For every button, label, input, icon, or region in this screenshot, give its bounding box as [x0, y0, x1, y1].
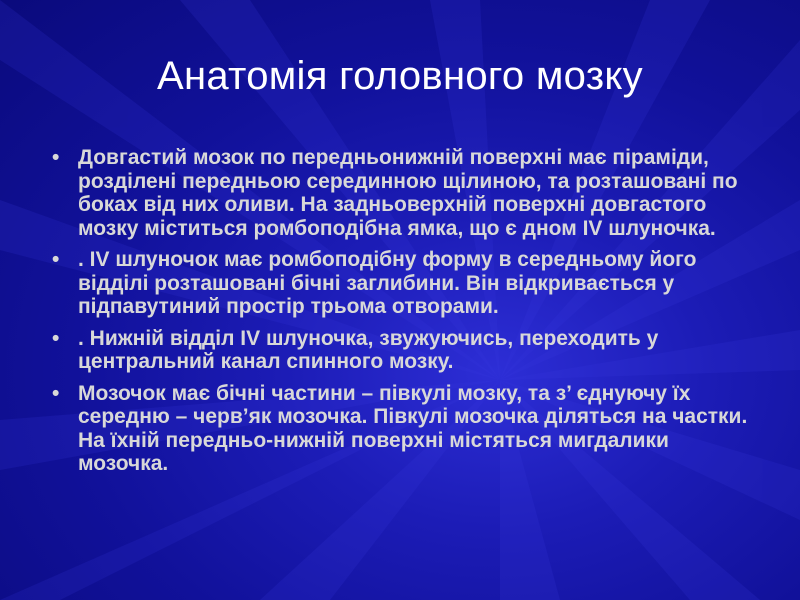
bullet-dot-icon: • [52, 326, 60, 350]
bullet-text: . Нижній відділ IV шлуночка, звужуючись, переходить у центральний канал спинного мозку. [78, 326, 659, 373]
bullet-text: Мозочок має бічні частини – півкулі мозку, та з’ єднуючу їх середню – черв’як мозочка. Півкулі мозочка діляться на частки. На їхній передньо-нижній поверхні містяться мигдалики мозочка. [78, 381, 748, 475]
bullet-dot-icon: • [52, 248, 60, 271]
bullet-dot-icon: • [52, 381, 60, 405]
bullet-list [50, 146, 762, 484]
bullet-item [50, 248, 762, 319]
bullet-item [50, 146, 762, 240]
bullet-text: Довгастий мозок по передньонижній поверхні має піраміди, розділені передньою серединною щілиною, та розташовані по боках від них оливи. На задньоверхній поверхні довгастого мозку міститься ромбоподібна ямка, що є дном IV шлуночка. [78, 146, 738, 240]
bullet-item [50, 327, 762, 374]
bullet-dot-icon: • [52, 146, 60, 169]
bullet-text: . IV шлуночок має ромбоподібну форму в середньому його відділі розташовані бічні заглибини. Він відкривається у підпавутиний простір трьома отворами. [78, 248, 697, 318]
bullet-item [50, 382, 762, 476]
slide-title: Анатомія головного мозку [157, 54, 643, 98]
